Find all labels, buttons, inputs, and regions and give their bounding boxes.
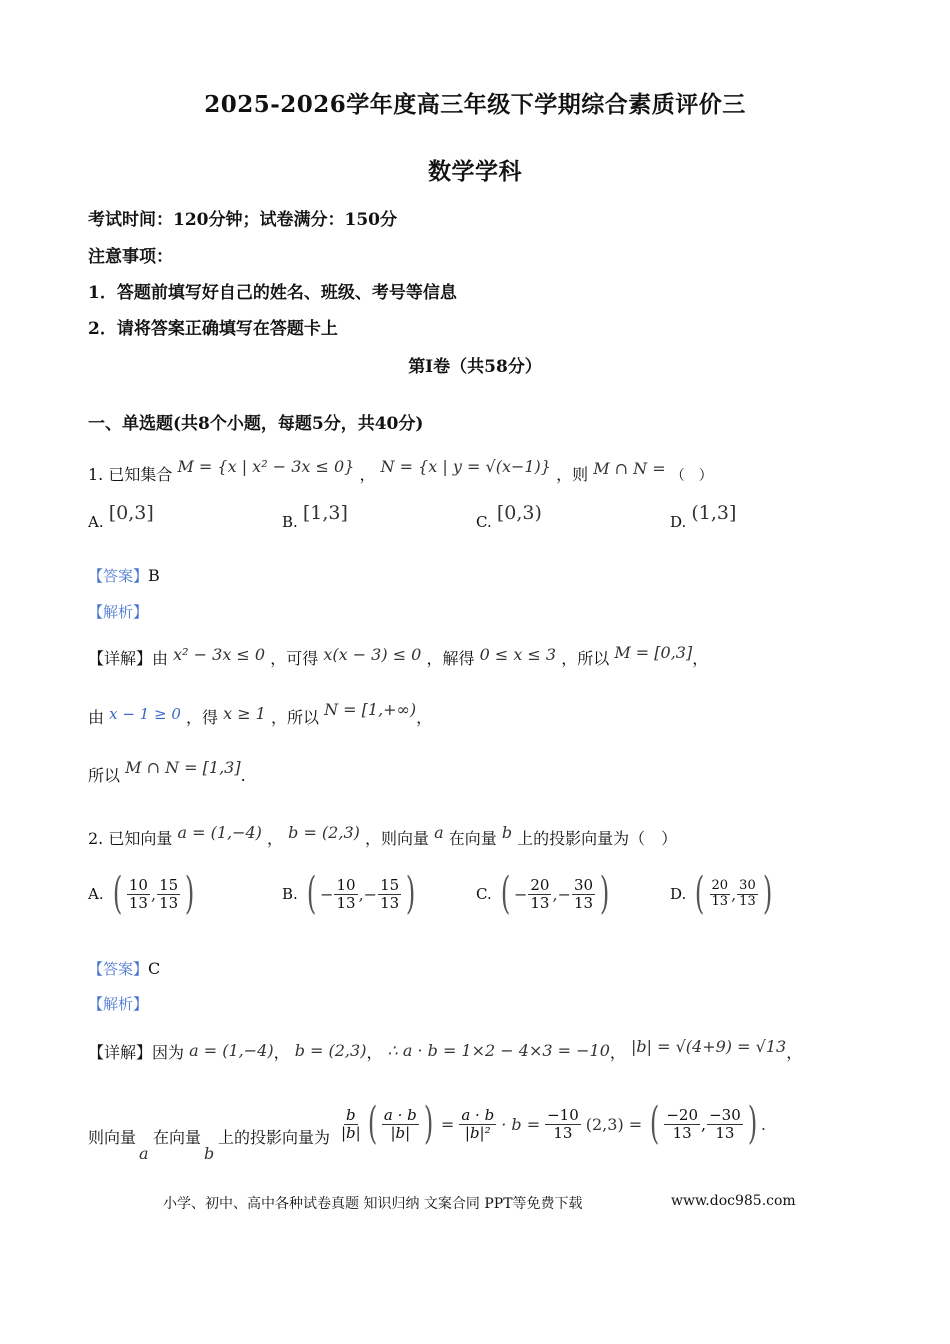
formula: 0 ≤ x ≤ 3 — [479, 645, 557, 664]
numerator: 15 — [159, 876, 179, 894]
formula: x ≥ 1 — [223, 704, 266, 723]
text: ， — [366, 1043, 383, 1062]
denominator: 13 — [380, 893, 400, 912]
q1-tail: ，则 — [556, 465, 589, 484]
option-value: ( $\frac{10}{13}$ , $\frac{15}{13}$ ) — [112, 868, 195, 919]
numerator: −20 — [666, 1106, 698, 1124]
document-title: 2025-2026学年度高三年级下学期综合素质评价三 — [204, 91, 746, 118]
q1-detail-line-3 — [88, 758, 246, 786]
denominator: |b| — [341, 1123, 361, 1142]
separator: , — [358, 884, 364, 904]
q1-option-d — [670, 502, 737, 532]
option-label: B. — [282, 885, 298, 903]
separator: , — [552, 884, 558, 904]
denominator: |b| — [390, 1123, 411, 1142]
option-label: A. — [88, 513, 104, 531]
notice-item-2: 2．请将答案正确填写在答题卡上 — [88, 319, 338, 339]
q2-line2-mid: 在向量 — [153, 1128, 202, 1147]
q2-option-c — [476, 868, 613, 919]
numerator: 10 — [128, 876, 148, 894]
q2-vec-b: b = (2,3) — [288, 823, 360, 842]
period: . — [760, 1114, 767, 1134]
denominator: 13 — [336, 893, 356, 912]
formula: x² − 3x ≤ 0 — [173, 645, 266, 664]
numerator: b — [346, 1106, 356, 1124]
q1-set-n: N = {x | y = √(x−1)} — [380, 457, 551, 476]
numerator: 10 — [336, 876, 356, 894]
notice-item-1: 1．答题前填写好自己的姓名、班级、考号等信息 — [88, 283, 457, 303]
formula: ∴ a · b = 1×2 − 4×3 = −10 — [387, 1041, 610, 1060]
q2-option-b — [282, 868, 419, 919]
q2-detail-line-1 — [88, 1037, 803, 1063]
answer-value: B — [148, 566, 160, 585]
option-value: [0,3) — [496, 502, 542, 524]
text: 因为 — [152, 1043, 185, 1062]
q1-paren: （ ） — [670, 468, 713, 484]
volume-title: 第I卷（共58分） — [408, 357, 542, 377]
question-2 — [88, 823, 678, 849]
denominator: 13 — [530, 893, 550, 912]
footer-url[interactable]: www.doc985.com — [671, 1193, 796, 1209]
answer-value: C — [148, 959, 161, 978]
option-value: [1,3] — [302, 502, 348, 524]
denominator: 13 — [739, 893, 756, 909]
denominator: 13 — [711, 893, 729, 909]
q2-option-a — [88, 868, 198, 919]
q1-option-c — [476, 502, 542, 532]
q1-analysis-tag: 【解析】 — [88, 603, 149, 621]
formula: |b| = √(4+9) = √13 — [631, 1037, 787, 1056]
sign: − — [363, 884, 378, 904]
detail-tag: 【详解】 — [88, 1043, 153, 1062]
q1-detail-line-1 — [88, 643, 709, 669]
q1-set-m: M = {x | x² − 3x ≤ 0} — [177, 457, 355, 476]
denominator: 13 — [573, 893, 594, 912]
denominator: |b|² — [464, 1123, 491, 1142]
q1-ask: M ∩ N = — [593, 459, 666, 478]
denominator: 13 — [672, 1123, 692, 1142]
sign: − — [557, 884, 571, 904]
q2-prefix: 2. 已知向量 — [88, 829, 173, 848]
option-value: ( − $\frac{10}{13}$ , − $\frac{15}{13}$ ) — [306, 868, 416, 919]
option-label: C. — [476, 513, 492, 531]
answer-tag: 【答案】 — [88, 960, 149, 978]
option-label: D. — [670, 513, 687, 531]
formula: x − 1 ≥ 0 — [109, 705, 181, 723]
text: ，得 — [185, 708, 218, 727]
projection-formula: $\frac{b}{|b|}$ ( $\frac{a \cdot b}{|b|}$ ) = $\frac{a \cdot b}{\text{|b|²}}$ · b = $\frac{-10}{13}$ (2,3) = ( $\frac{-20}{13}$ , $\frac{-30}{13}$ ) . — [341, 1098, 767, 1149]
text: ，所以 — [561, 649, 610, 668]
subject-title: 数学学科 — [428, 158, 522, 185]
separator: , — [150, 884, 157, 904]
q1-detail-line-2 — [88, 700, 433, 728]
q2-text: ，则向量 — [364, 829, 429, 848]
formula: M ∩ N = [1,3] — [125, 758, 241, 777]
numerator: −10 — [547, 1106, 579, 1124]
numerator: 30 — [573, 876, 594, 894]
text: ， — [609, 1043, 626, 1062]
footer-text: 小学、初中、高中各种试卷真题 知识归纳 文案合同 PPT等免费下载 — [163, 1196, 583, 1212]
q1-prefix: 1. 已知集合 — [88, 465, 173, 484]
text: ， — [692, 649, 709, 668]
text: ，解得 — [426, 649, 475, 668]
formula: N = [1,+∞) — [324, 700, 417, 719]
q2-answer — [88, 958, 160, 979]
separator: , — [731, 884, 737, 904]
answer-tag: 【答案】 — [88, 567, 149, 585]
text: 所以 — [88, 766, 121, 785]
vector: (2,3) = — [585, 1114, 643, 1134]
option-value: ( $\frac{20}{13}$ , $\frac{30}{13}$ ) — [695, 868, 773, 919]
text: ，可得 — [270, 649, 319, 668]
numerator: a · b — [461, 1106, 495, 1124]
text: ， — [416, 708, 433, 727]
section-title: 一、单选题(共8个小题，每题5分，共40分) — [88, 414, 424, 434]
q2-detail-line-2 — [88, 1125, 136, 1148]
equals: = — [440, 1114, 455, 1134]
numerator: 30 — [739, 878, 756, 894]
question-1 — [88, 457, 713, 485]
formula: b = (2,3) — [294, 1041, 367, 1060]
q2-comma: ， — [267, 829, 284, 848]
numerator: 20 — [530, 876, 550, 894]
q2-line2-tail: 上的投影向量为 — [218, 1128, 331, 1147]
q2-option-d — [670, 868, 776, 919]
q2-symbol-a: a — [434, 823, 444, 842]
q2-vec-a: a = (1,−4) — [177, 823, 262, 842]
denominator: 13 — [553, 1123, 573, 1142]
option-value: ( − $\frac{20}{13}$ , − $\frac{30}{13}$ ) — [500, 868, 610, 919]
q2-tail: 上的投影向量为（ ） — [517, 829, 678, 848]
numerator: a · b — [383, 1106, 417, 1124]
q1-comma: ， — [359, 465, 376, 484]
dot-b: · b = — [501, 1114, 541, 1134]
notice-label: 注意事项： — [88, 247, 173, 267]
text: 由 — [88, 708, 105, 727]
option-label: B. — [282, 513, 298, 531]
formula: M = [0,3] — [614, 643, 693, 662]
q1-option-b — [282, 502, 348, 532]
option-value: (1,3] — [691, 502, 737, 524]
q2-line2-b: b — [204, 1144, 215, 1163]
q1-answer — [88, 565, 160, 586]
option-label: C. — [476, 885, 492, 903]
q1-option-a — [88, 502, 154, 532]
option-value: [0,3] — [108, 502, 154, 524]
denominator: 13 — [128, 893, 148, 912]
sign: − — [513, 884, 528, 904]
text: 则向量 — [88, 1128, 137, 1147]
detail-tag: 【详解】 — [88, 649, 153, 668]
formula: a = (1,−4) — [189, 1041, 274, 1060]
text: . — [240, 766, 246, 785]
q2-symbol-b: b — [501, 823, 513, 842]
q2-analysis-tag: 【解析】 — [88, 995, 149, 1013]
text: 由 — [152, 649, 169, 668]
text: ， — [273, 1043, 290, 1062]
denominator: 13 — [159, 893, 179, 912]
text: ，所以 — [270, 708, 319, 727]
text: ， — [786, 1043, 803, 1062]
numerator: 20 — [711, 878, 729, 894]
numerator: −30 — [709, 1106, 741, 1124]
denominator: 13 — [715, 1123, 735, 1142]
option-label: A. — [88, 885, 104, 903]
q2-text: 在向量 — [448, 829, 497, 848]
numerator: 15 — [380, 876, 400, 894]
option-label: D. — [670, 885, 687, 903]
q2-line2-a: a — [139, 1144, 149, 1163]
sign: − — [320, 884, 334, 904]
formula: x(x − 3) ≤ 0 — [323, 645, 422, 664]
exam-info: 考试时间：120分钟；试卷满分：150分 — [88, 210, 397, 230]
